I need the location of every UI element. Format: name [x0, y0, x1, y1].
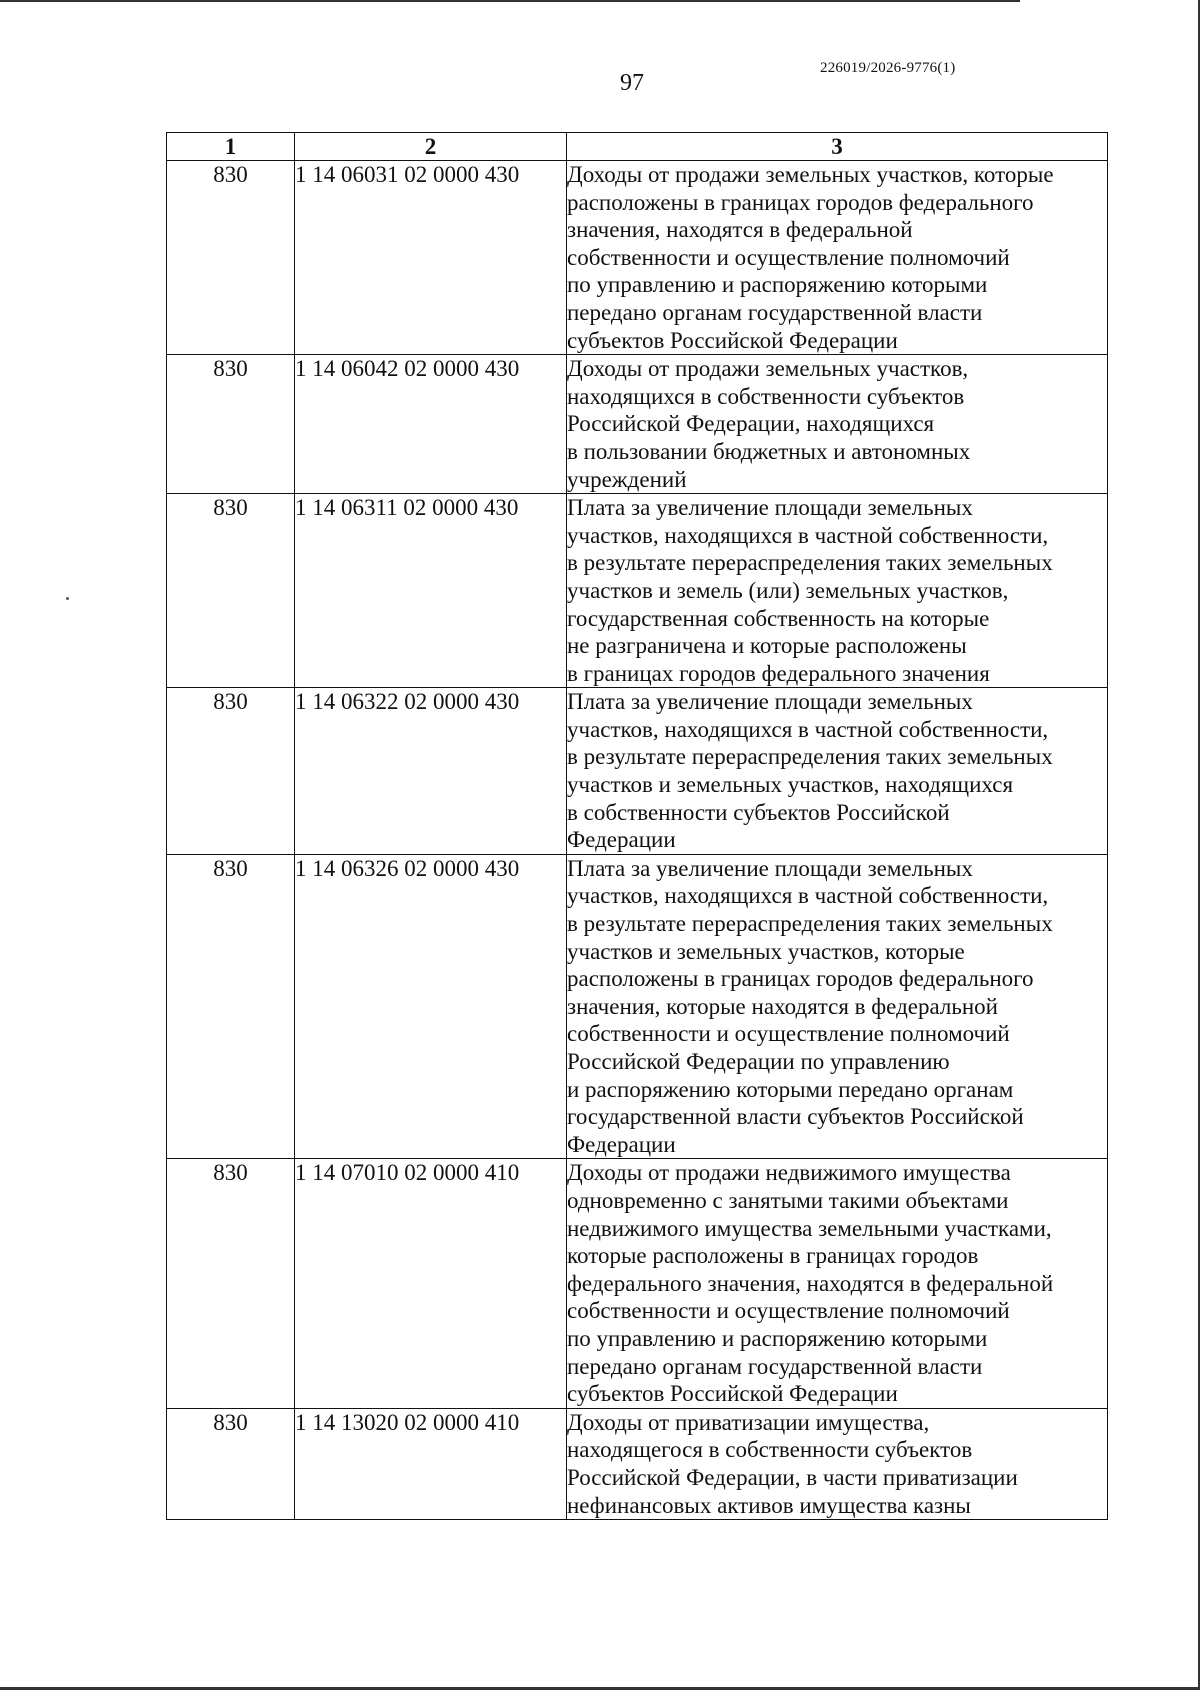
- description-line: Российской Федерации, в части приватизации: [567, 1464, 1018, 1490]
- description-line: субъектов Российской Федерации: [567, 327, 898, 353]
- description-line: нефинансовых активов имущества казны: [567, 1492, 971, 1518]
- description-line: государственной власти субъектов Российской: [567, 1104, 1024, 1130]
- table-row: [167, 494, 1108, 688]
- budget-code-cell: 1 14 06326 02 0000 430: [295, 854, 567, 1159]
- description-line: расположены в границах городов федерального: [567, 189, 1034, 215]
- page-number: 97: [620, 70, 644, 96]
- column-header-1: 1: [167, 133, 295, 161]
- description-line: в собственности субъектов Российской: [567, 799, 950, 825]
- description-line: которые расположены в границах городов: [567, 1243, 979, 1269]
- description-line: в результате перераспределения таких земельных: [567, 744, 1053, 770]
- description-cell: [567, 161, 1108, 355]
- budget-code-cell: 1 14 07010 02 0000 410: [295, 1159, 567, 1408]
- description-line: Доходы от продажи недвижимого имущества: [567, 1160, 1011, 1186]
- description-line: участков, находящихся в частной собственности,: [567, 716, 1049, 742]
- description-line: Российской Федерации по управлению: [567, 1049, 950, 1074]
- admin-code-cell: 830: [167, 1408, 295, 1519]
- description-line: Доходы от продажи земельных участков,: [567, 356, 969, 382]
- budget-code-cell: 1 14 06042 02 0000 430: [295, 355, 567, 494]
- description-line: Плата за увеличение площади земельных: [567, 855, 973, 881]
- description-line: участков и земельных участков, находящихся: [567, 772, 1014, 798]
- table-row: [167, 161, 1108, 355]
- scan-border-top: [0, 0, 1020, 2]
- description-line: передано органам государственной власти: [567, 1353, 983, 1379]
- document-id: 226019/2026-9776(1): [820, 60, 956, 76]
- column-header-2: 2: [295, 133, 567, 161]
- description-cell: [567, 494, 1108, 688]
- table-row: [167, 1408, 1108, 1519]
- admin-code-cell: 830: [167, 494, 295, 688]
- admin-code-cell: 830: [167, 854, 295, 1159]
- budget-classification-table: [166, 132, 1108, 1520]
- description-line: в результате перераспределения таких земельных: [567, 911, 1053, 937]
- admin-code-cell: 830: [167, 161, 295, 355]
- description-line: собственности и осуществление полномочий: [567, 1298, 1010, 1324]
- description-line: Доходы от продажи земельных участков, которые: [567, 162, 1054, 187]
- description-line: в границах городов федерального значения: [567, 660, 990, 686]
- description-line: Доходы от приватизации имущества,: [567, 1409, 930, 1435]
- budget-code-cell: 1 14 06322 02 0000 430: [295, 688, 567, 855]
- description-line: государственная собственность на которые: [567, 605, 990, 631]
- admin-code-cell: 830: [167, 688, 295, 855]
- description-line: значения, которые находятся в федеральной: [567, 993, 998, 1019]
- description-line: в пользовании бюджетных и автономных: [567, 438, 971, 464]
- admin-code-cell: 830: [167, 1159, 295, 1408]
- table-row: [167, 355, 1108, 494]
- table-row: [167, 1159, 1108, 1408]
- description-cell: [567, 1408, 1108, 1519]
- description-line: по управлению и распоряжению которыми: [567, 272, 988, 298]
- description-line: участков и земельных участков, которые: [567, 938, 965, 964]
- description-line: участков, находящихся в частной собственности,: [567, 883, 1049, 909]
- description-cell: [567, 1159, 1108, 1408]
- description-line: в результате перераспределения таких земельных: [567, 550, 1053, 576]
- description-line: недвижимого имущества земельными участками,: [567, 1215, 1052, 1241]
- description-line: собственности и осуществление полномочий: [567, 1021, 1010, 1047]
- description-line: значения, находятся в федеральной: [567, 217, 913, 243]
- budget-code-cell: 1 14 06031 02 0000 430: [295, 161, 567, 355]
- description-line: находящегося в собственности субъектов: [567, 1437, 973, 1463]
- budget-code-cell: 1 14 13020 02 0000 410: [295, 1408, 567, 1519]
- description-line: Российской Федерации, находящихся: [567, 411, 935, 437]
- description-line: участков, находящихся в частной собственности,: [567, 522, 1049, 548]
- scan-speck: [66, 597, 69, 600]
- admin-code-cell: 830: [167, 355, 295, 494]
- table-row: [167, 688, 1108, 855]
- description-line: участков и земель (или) земельных участков,: [567, 577, 1009, 603]
- description-line: одновременно с занятыми такими объектами: [567, 1187, 1009, 1213]
- description-cell: [567, 355, 1108, 494]
- description-line: расположены в границах городов федерального: [567, 966, 1034, 992]
- description-line: не разграничена и которые расположены: [567, 633, 967, 659]
- description-line: Федерации: [567, 827, 676, 853]
- description-line: учреждений: [567, 466, 687, 492]
- description-line: Плата за увеличение площади земельных: [567, 689, 973, 715]
- budget-code-cell: 1 14 06311 02 0000 430: [295, 494, 567, 688]
- description-cell: [567, 688, 1108, 855]
- table-header: [167, 133, 1108, 161]
- description-line: Федерации: [567, 1131, 676, 1157]
- table-body: [167, 161, 1108, 1520]
- header-row: [167, 133, 1108, 161]
- column-header-3: 3: [567, 133, 1108, 161]
- description-cell: [567, 854, 1108, 1159]
- description-line: собственности и осуществление полномочий: [567, 244, 1010, 270]
- table-row: [167, 854, 1108, 1159]
- description-line: и распоряжению которыми передано органам: [567, 1076, 1014, 1102]
- description-line: находящихся в собственности субъектов: [567, 383, 965, 409]
- description-line: передано органам государственной власти: [567, 299, 983, 325]
- description-line: Плата за увеличение площади земельных: [567, 495, 973, 521]
- description-line: субъектов Российской Федерации: [567, 1381, 898, 1407]
- description-line: федерального значения, находятся в федеральной: [567, 1270, 1054, 1296]
- description-line: по управлению и распоряжению которыми: [567, 1325, 988, 1351]
